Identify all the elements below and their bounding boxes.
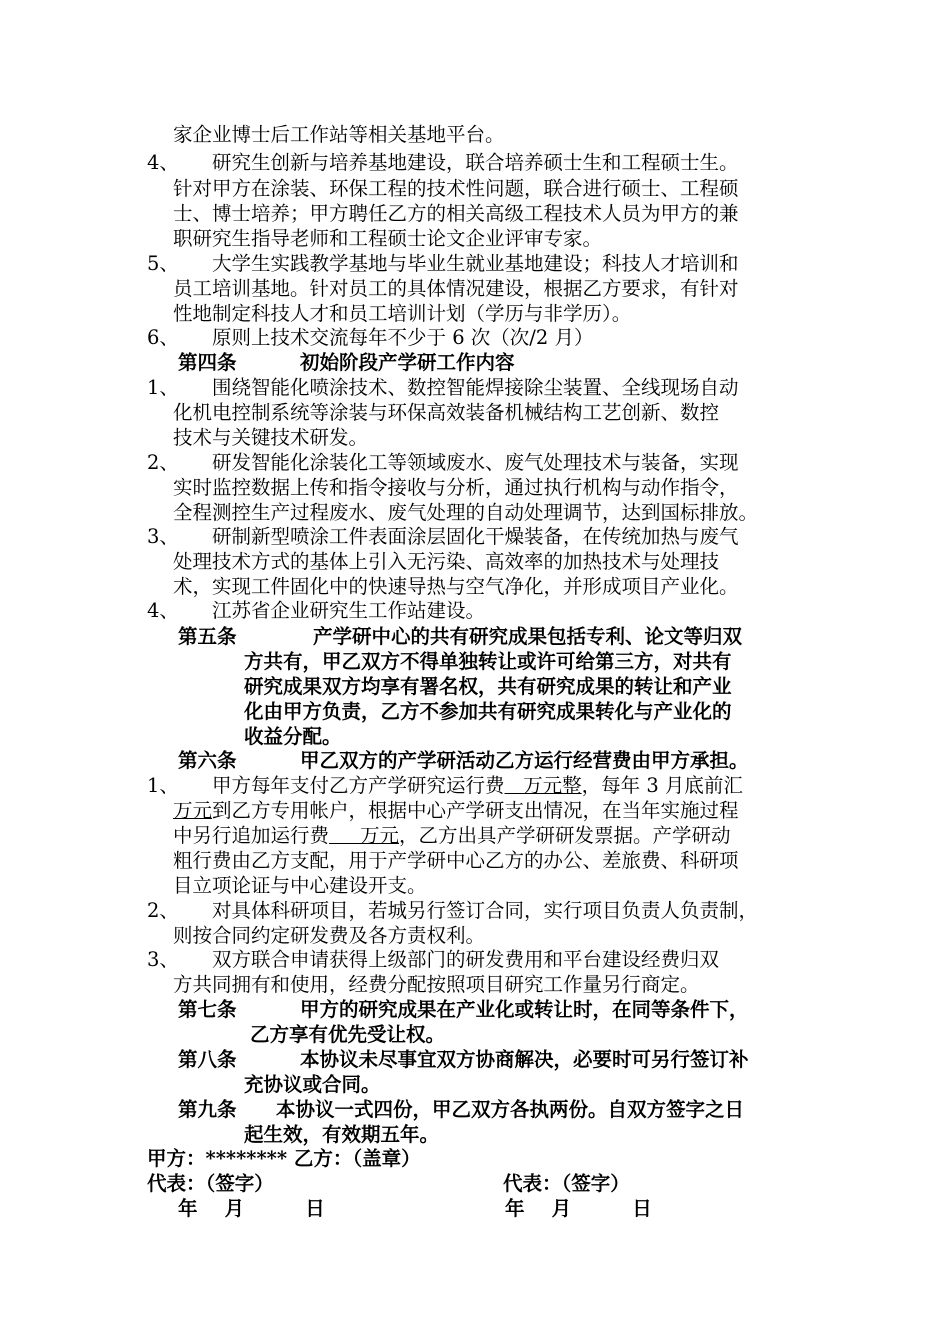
- item-number: 4、: [147, 599, 179, 622]
- item-number: 1、: [147, 774, 179, 797]
- article-9-text: 本协议一式四份，甲乙双方各执两份。自双方签字之日: [276, 1098, 745, 1121]
- representative-a: 代表：（签字）: [147, 1172, 274, 1195]
- article-5-label: 第五条: [178, 625, 237, 648]
- article-5-text: 研究成果双方均享有署名权，共有研究成果的转让和产业: [244, 675, 732, 698]
- date-b: 年 月 日: [505, 1197, 652, 1220]
- article-5-text: 化由甲方负责，乙方不参加共有研究成果转化与产业化的: [244, 700, 732, 723]
- text-line: 目立项论证与中心建设开支。: [173, 874, 427, 897]
- text-line: 江苏省企业研究生工作站建设。: [212, 599, 486, 622]
- text-line: 职研究生指导老师和工程硕士论文企业评审专家。: [173, 227, 603, 250]
- text-line: 全程测控生产过程废水、废气处理的自动处理调节，达到国标排放。: [173, 501, 759, 524]
- article-5-text: 方共有，甲乙双方不得单独转让或许可给第三方，对共有: [244, 650, 732, 673]
- text-segment: 到乙方专用帐户，根据中心产学研支出情况，在当年实施过程: [212, 799, 739, 822]
- item-number: 5、: [147, 252, 179, 275]
- text-line: 实时监控数据上传和指令接收与分析，通过执行机构与动作指令，: [173, 476, 739, 499]
- text-line: 粗行费由乙方支配，用于产学研中心乙方的办公、差旅费、科研项: [173, 849, 739, 872]
- fee-blank: 万元整: [504, 774, 582, 797]
- item-number: 2、: [147, 451, 179, 474]
- text-line: 研究生创新与培养基地建设，联合培养硕士生和工程硕士生。: [212, 151, 739, 174]
- item-number: 3、: [147, 948, 179, 971]
- text-line: 大学生实践教学基地与毕业生就业基地建设；科技人才培训和: [212, 252, 739, 275]
- text-line: 研发智能化涂装化工等领域废水、废气处理技术与装备，实现: [212, 451, 739, 474]
- representative-b: 代表：（签字）: [503, 1172, 630, 1195]
- text-line: 对具体科研项目，若城另行签订合同，实行项目负责人负责制，: [212, 899, 759, 922]
- text-line: 针对甲方在涂装、环保工程的技术性问题，联合进行硕士、工程硕: [173, 177, 739, 200]
- article-8-text: 充协议或合同。: [244, 1073, 381, 1096]
- article-4-label: 第四条: [178, 351, 237, 374]
- text-line: 家企业博士后工作站等相关基地平台。: [173, 123, 505, 146]
- article-7-text: 甲方的研究成果在产业化或转让时，在同等条件下，: [300, 998, 749, 1021]
- article-8-label: 第八条: [178, 1048, 237, 1071]
- text-line: [173, 798, 739, 824]
- text-line: 性地制定科技人才和员工培训计划（学历与非学历）。: [173, 302, 632, 325]
- article-6-title: 甲乙双方的产学研活动乙方运行经营费由甲方承担。: [300, 749, 749, 772]
- fee-blank: 万元: [173, 799, 213, 822]
- article-9-label: 第九条: [178, 1098, 237, 1121]
- article-4-title: 初始阶段产学研工作内容: [300, 351, 515, 374]
- text-line: 方共同拥有和使用，经费分配按照项目研究工作量另行商定。: [173, 973, 700, 996]
- text-line: 围绕智能化喷涂技术、数控智能焊接除尘装置、全线现场自动: [212, 376, 739, 399]
- text-line: 双方联合申请获得上级部门的研发费用和平台建设经费归双: [212, 948, 720, 971]
- item-number: 2、: [147, 899, 179, 922]
- text-line: 处理技术方式的基体上引入无污染、高效率的加热技术与处理技: [173, 550, 720, 573]
- article-9-text: 起生效，有效期五年。: [244, 1123, 440, 1146]
- text-line: 研制新型喷涂工件表面涂层固化干燥装备，在传统加热与废气: [212, 525, 739, 548]
- text-segment: ，乙方出具产学研研发票据。产学研动: [399, 824, 731, 847]
- text-line: 则按合同约定研发费及各方责权利。: [173, 924, 486, 947]
- text-line: 术，实现工件固化中的快速导热与空气净化，并形成项目产业化。: [173, 575, 739, 598]
- article-7-text: 乙方享有优先受让权。: [250, 1023, 446, 1046]
- article-6-label: 第六条: [178, 749, 237, 772]
- article-5-text: 收益分配。: [244, 725, 342, 748]
- article-8-text: 本协议未尽事宜双方协商解决，必要时可另行签订补: [300, 1048, 749, 1071]
- text-line: 技术与关键技术研发。: [173, 426, 369, 449]
- item-number: 6、: [147, 326, 179, 349]
- item-number: 4、: [147, 151, 179, 174]
- text-line: 原则上技术交流每年不少于 6 次（次/2 月）: [212, 326, 594, 349]
- text-line: [173, 823, 731, 849]
- item-number: 3、: [147, 525, 179, 548]
- article-7-label: 第七条: [178, 998, 237, 1021]
- item-number: 1、: [147, 376, 179, 399]
- text-segment: ，每年 3 月底前汇: [581, 774, 743, 797]
- text-segment: 甲方每年支付乙方产学研究运行费: [212, 774, 505, 797]
- text-segment: 中另行追加运行费: [173, 824, 330, 847]
- text-line: 员工培训基地。针对员工的具体情况建设，根据乙方要求，有针对: [173, 277, 739, 300]
- fee-blank: 万元: [329, 824, 400, 847]
- text-line: 化机电控制系统等涂装与环保高效装备机械结构工艺创新、数控: [173, 401, 720, 424]
- date-a: 年 月 日: [178, 1197, 325, 1220]
- article-5-text: 产学研中心的共有研究成果包括专利、论文等归双: [313, 625, 743, 648]
- party-line: 甲方：******** 乙方：（盖章）: [147, 1147, 421, 1170]
- text-line: 士、博士培养；甲方聘任乙方的相关高级工程技术人员为甲方的兼: [173, 202, 739, 225]
- text-line: [212, 773, 743, 799]
